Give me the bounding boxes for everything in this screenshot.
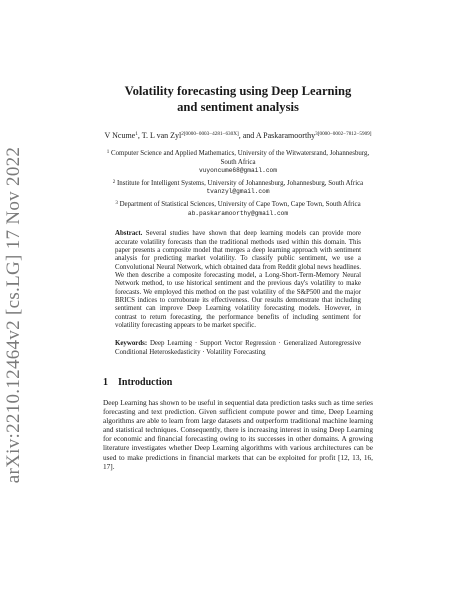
affiliation-2	[103, 179, 373, 197]
arxiv-identifier	[2, 146, 26, 484]
affiliation-1	[103, 149, 373, 176]
affiliation-text: Department of Statistical Sciences, University of Cape Town, Cape Town, South Africa	[119, 200, 361, 208]
section-heading	[103, 377, 373, 388]
section-number: 1	[103, 376, 108, 388]
author-2-name: T. L van Zyl	[141, 131, 182, 140]
keywords-label: Keywords:	[115, 340, 148, 348]
author-2-affil: 2[0000−0003−4281−630X]	[181, 131, 239, 137]
affiliation-list	[103, 149, 373, 218]
keywords-text: Deep Learning · Support Vector Regression · Generalized Autoregressive Conditional Heteroskedasticity · Volatility Forecasting	[115, 340, 361, 356]
author-1-name: V Ncume	[104, 131, 136, 140]
author-list: V Ncume$^1$, T. L van Zyl$^{2[0000-0003-4281-630X]}$, and A Paskaramoorthy$^{3[0000-0002-7812-5909]}$	[104, 131, 372, 140]
paper-page	[103, 84, 373, 471]
affiliation-number: 1	[106, 150, 110, 155]
affiliation-email: vuyoncume68@gmail.com	[199, 167, 277, 175]
author-3-name: Paskaramoorthy	[263, 131, 316, 140]
abstract-text: Several studies have shown that deep learning models can provide more accurate volatility forecasts than the traditional methods used within this domain. This paper presents a composite model that merges a deep learning approach with sentiment analysis for predicting market volatility. To classify public sentiment, we use a Convolutional Neural Network, which obtained data from Reddit global news headlines. We then describe a composite forecasting model, a Long-Short-Term-Memory Neural Network method, to use historical sentiment and the previous day's volatility to make forecasts. We employed this method on the past volatility of the S&P500 and the major BRICS indices to corroborate its effectiveness. Our results demonstrate that including sentiment can improve Deep Learning volatility forecasting models. However, in contrast to return forecasting, the performance benefits of including sentiment for volatility forecasting appears to be market specific.	[115, 230, 361, 329]
affiliation-email: tvanzyl@gmail.com	[206, 188, 270, 196]
affiliation-number: 3	[115, 200, 118, 206]
affiliation-text: Computer Science and Applied Mathematics, University of the Witwatersrand, Johannesburg, South Africa	[111, 150, 370, 166]
intro-paragraph: Deep Learning has shown to be useful in sequential data prediction tasks such as time series forecasting and text prediction. Given sufficient compute power and time, Deep Learning algorithms are able to learn from large datasets and outperform traditional machine learning and statistical techniques. Consequently, there is increasing interest in using Deep Learning for economic and financial forecasting owing to its successes in other domains. A growing literature investigates whether Deep Learning algorithms with various architectures can be used to make predictions in financial markets that can be exploited for profit [12, 13, 16, 17].	[103, 397, 373, 471]
section-title: Introduction	[118, 376, 173, 388]
affiliation-number: 2	[112, 179, 116, 185]
abstract-label: Abstract.	[115, 230, 143, 238]
paper-title: Volatility forecasting using Deep Learning and sentiment analysis	[124, 84, 352, 114]
author-3-affil: 3[0000−0002−7812−5909]	[315, 131, 372, 137]
author-1-affil: 1	[135, 131, 138, 137]
affiliation-email: ab.paskaramoorthy@gmail.com	[187, 209, 289, 217]
affiliation-text: Institute for Intelligent Systems, University of Johannesburg, Johannesburg, South Africa	[116, 179, 364, 187]
affiliation-3	[103, 200, 373, 218]
abstract	[115, 230, 361, 330]
keywords	[115, 340, 361, 357]
author-conjunction: , and A	[238, 131, 262, 140]
arxiv-identifier-text: arXiv:2210.12464v2 [cs.LG] 17 Nov 2022	[3, 146, 24, 484]
